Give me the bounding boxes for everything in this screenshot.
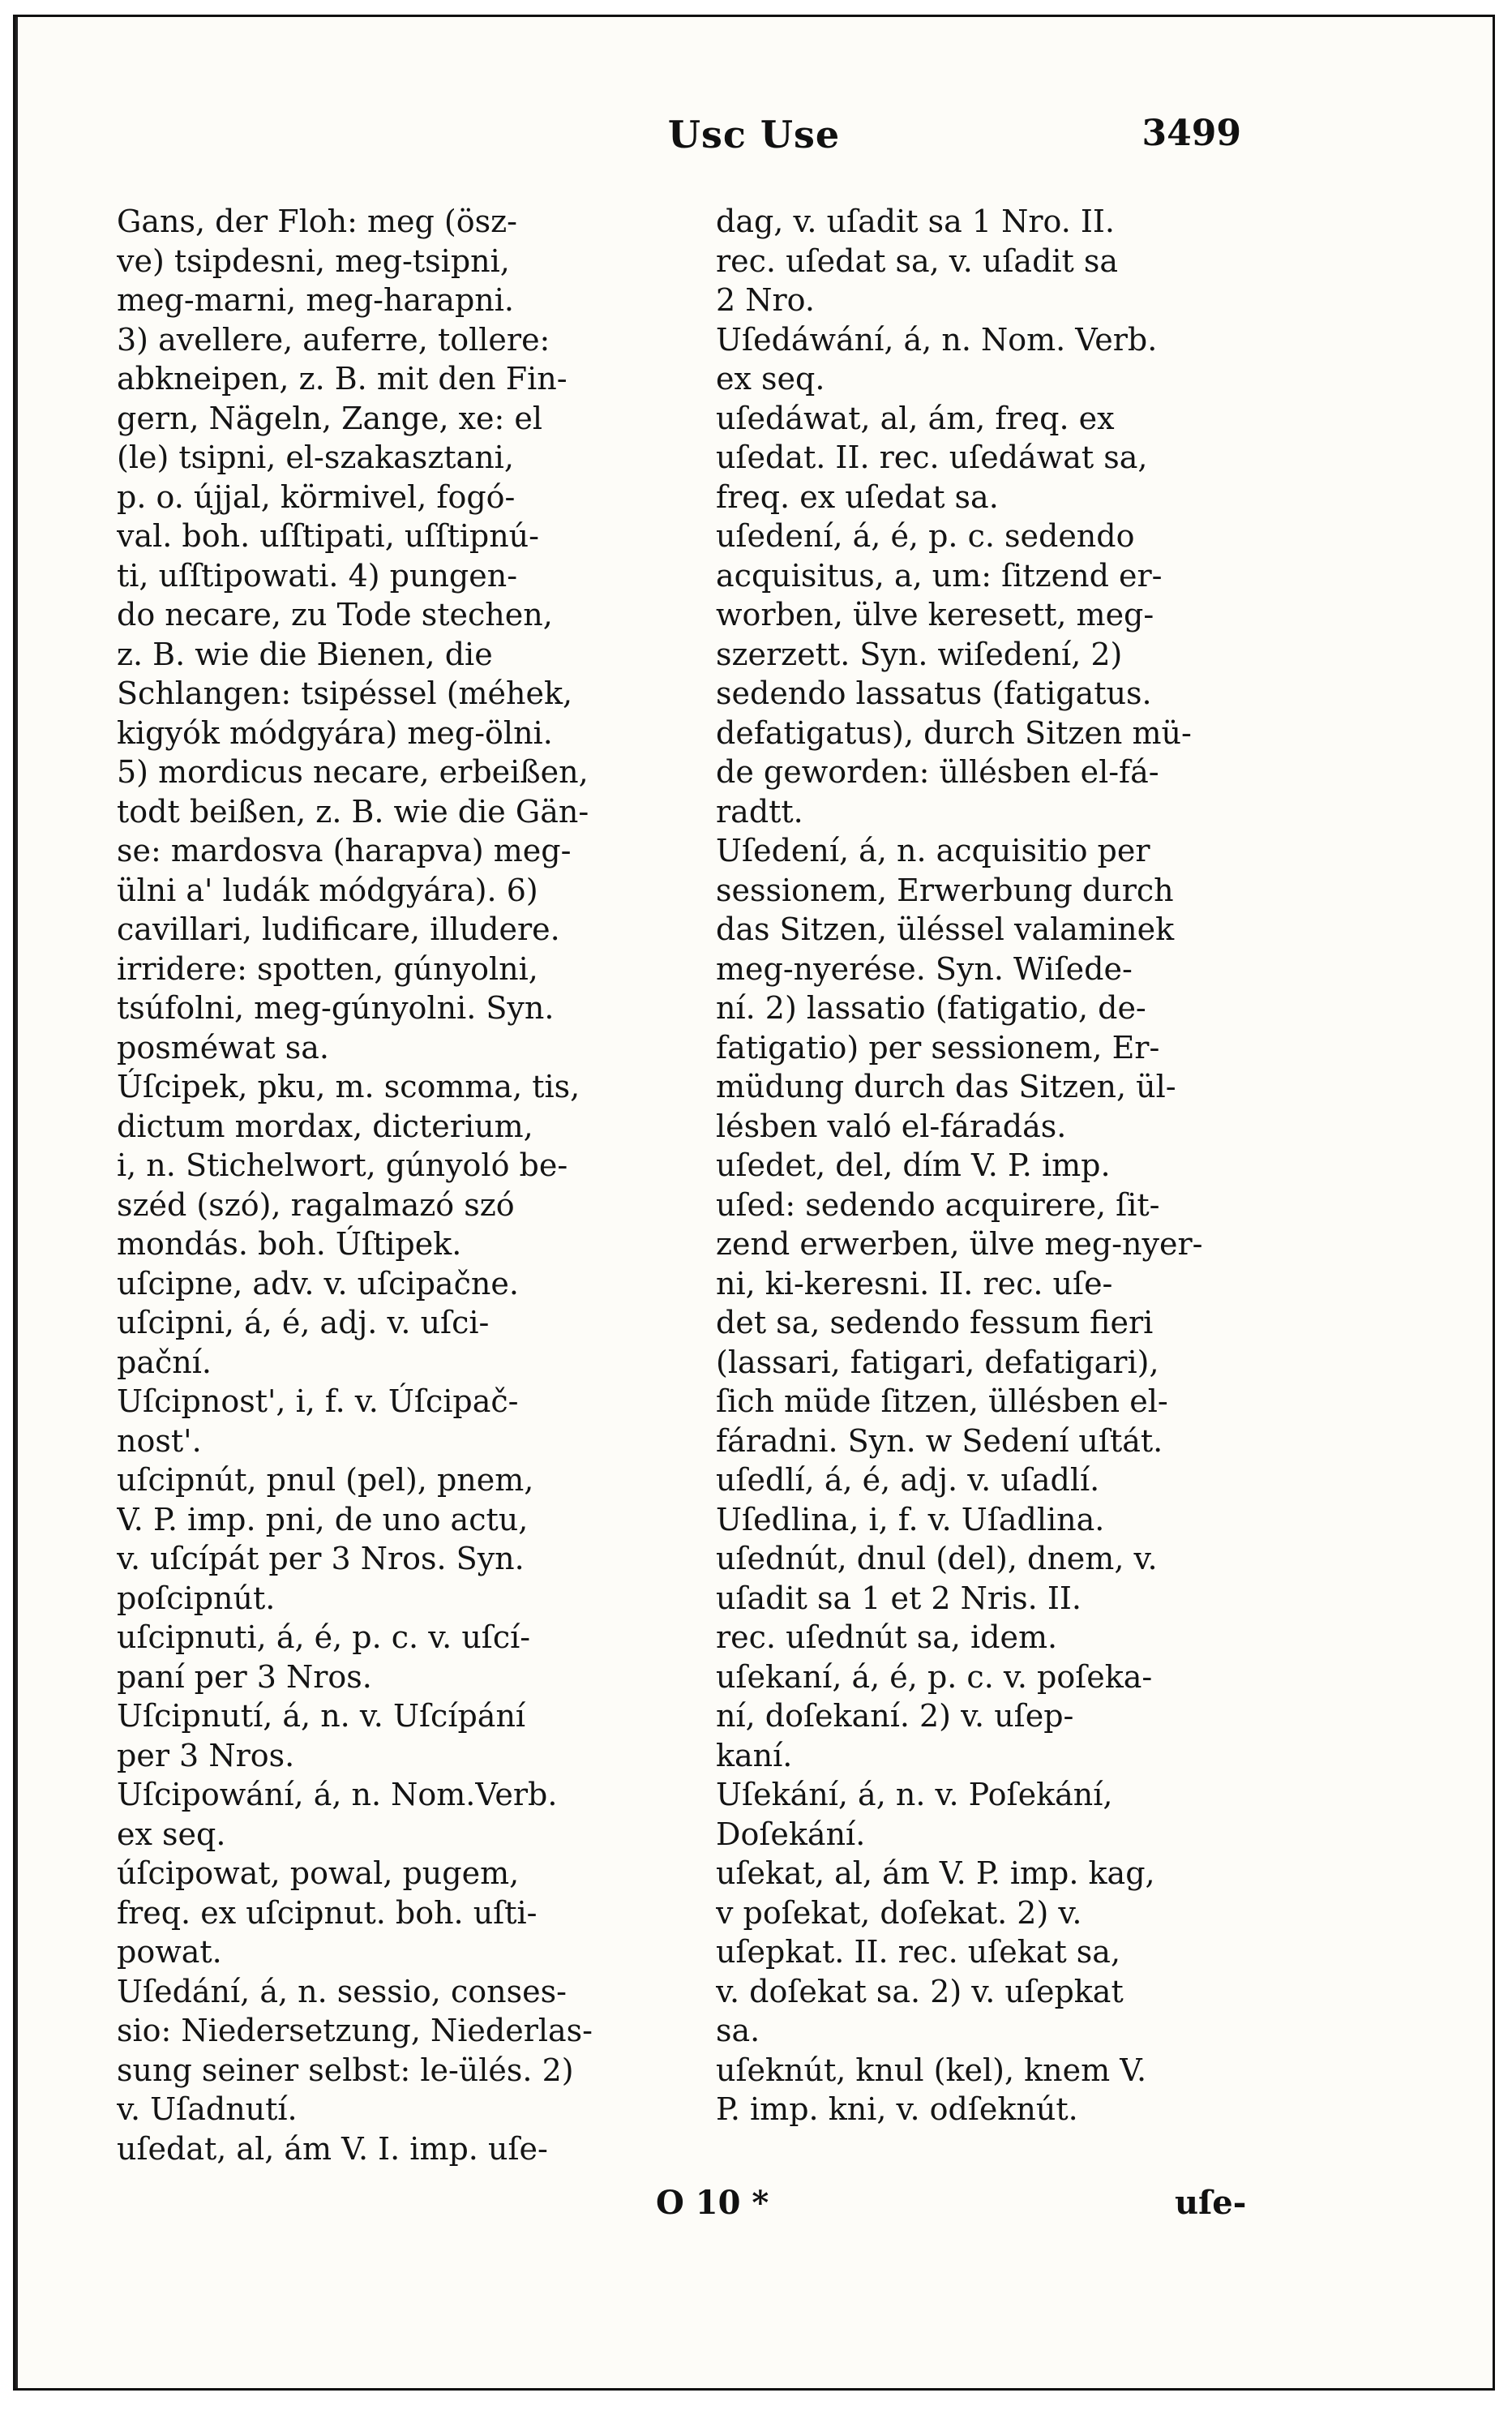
text-line: dag, v. uſadit sa 1 Nro. II.	[716, 204, 1115, 239]
text-line: ti, uſſtipowati. 4) pungen-	[117, 557, 518, 594]
page-footer	[15, 2184, 1493, 2232]
text-line: freq. ex uſedat sa.	[716, 478, 999, 515]
text-line: ní. 2) lassatio (fatigatio, de-	[716, 990, 1146, 1026]
text-line: uſed: sedendo acquirere, ſit-	[716, 1186, 1160, 1223]
text-line: gern, Nägeln, Zange, xe: el	[117, 400, 543, 436]
text-line: sessionem, Erwerbung durch	[716, 872, 1174, 908]
text-line: worben, ülve keresett, meg-	[716, 597, 1154, 633]
text-line: Úſcipek, pku, m. scomma, tis,	[117, 1069, 580, 1104]
text-line: ex seq.	[117, 1816, 226, 1852]
text-line: poſcipnút.	[117, 1580, 276, 1616]
text-line: 2 Nro.	[716, 282, 815, 318]
text-line: Uſcipnost', i, f. v. Úſcipač-	[117, 1383, 519, 1419]
text-line: ní, doſekaní. 2) v. uſep-	[716, 1698, 1074, 1734]
text-line: Schlangen: tsipéssel (méhek,	[117, 675, 573, 711]
text-line: zend erwerben, ülve meg-nyer-	[716, 1226, 1203, 1262]
signature-mark: O 10 *	[656, 2184, 769, 2222]
text-line: v. doſekat sa. 2) v. uſepkat	[716, 1973, 1124, 2009]
text-line: Uſedání, á, n. sessio, conses-	[117, 1973, 567, 2009]
text-line: v. uſcípát per 3 Nros. Syn.	[117, 1541, 525, 1576]
text-line: val. boh. uſſtipati, uſſtipnú-	[117, 518, 539, 554]
text-line: Uſcipowání, á, n. Nom.Verb.	[117, 1777, 558, 1812]
page-header	[15, 113, 1493, 161]
text-line: kaní.	[716, 1737, 793, 1773]
text-line: ex seq.	[716, 361, 825, 397]
text-line: Uſcipnutí, á, n. v. Uſcípání	[117, 1698, 526, 1734]
text-line: todt beißen, z. B. wie die Gän-	[117, 793, 589, 830]
text-line: uſednút, dnul (del), dnem, v.	[716, 1541, 1158, 1576]
text-line: V. P. imp. pni, de uno actu,	[117, 1501, 529, 1537]
text-line: sa.	[716, 2013, 760, 2048]
text-line: fáradni. Syn. w Sedení uſtát.	[716, 1422, 1163, 1459]
text-line: uſekaní, á, é, p. c. v. poſeka-	[716, 1658, 1153, 1695]
text-line: sung seiner selbst: le-ülés. 2)	[117, 2052, 574, 2088]
text-line: posméwat sa.	[117, 1029, 329, 1066]
text-line: das Sitzen, üléssel valaminek	[716, 911, 1175, 947]
text-line: ülni a' ludák módgyára). 6)	[117, 872, 538, 908]
text-line: ni, ki-keresni. II. rec. uſe-	[716, 1265, 1113, 1301]
text-line: nost'.	[117, 1422, 202, 1459]
text-line: (lassari, fatigari, defatigari),	[716, 1344, 1159, 1380]
text-line: Uſedáwání, á, n. Nom. Verb.	[716, 321, 1158, 358]
text-line: kigyók módgyára) meg-ölni.	[117, 714, 553, 751]
text-line: szerzett. Syn. wiſedení, 2)	[716, 636, 1123, 672]
text-line: (le) tsipni, el-szakasztani,	[117, 440, 514, 475]
text-line: uſedat, al, ám V. I. imp. uſe-	[117, 2130, 548, 2167]
text-line: uſcipni, á, é, adj. v. uſci-	[117, 1305, 490, 1340]
text-line: ſich müde ſitzen, üllésben el-	[716, 1383, 1168, 1419]
text-line: uſcipnút, pnul (pel), pnem,	[117, 1462, 534, 1498]
text-line: tsúfolni, meg-gúnyolni. Syn.	[117, 990, 555, 1026]
text-line: fatigatio) per sessionem, Er-	[716, 1029, 1160, 1066]
dictionary-page	[13, 15, 1495, 2391]
text-line: paní per 3 Nros.	[117, 1658, 372, 1695]
text-line: freq. ex uſcipnut. boh. uſti-	[117, 1894, 538, 1931]
text-line: rec. uſedat sa, v. uſadit sa	[716, 242, 1119, 279]
text-line: defatigatus), durch Sitzen mü-	[716, 714, 1192, 751]
text-line: müdung durch das Sitzen, ül-	[716, 1069, 1176, 1104]
text-line: uſadit sa 1 et 2 Nris. II.	[716, 1580, 1082, 1616]
text-line: 3) avellere, auferre, tollere:	[117, 321, 550, 358]
text-line: do necare, zu Tode stechen,	[117, 597, 553, 633]
text-line: per 3 Nros.	[117, 1737, 295, 1773]
text-line: meg-marni, meg-harapni.	[117, 282, 514, 318]
text-line: ve) tsipdesni, meg-tsipni,	[117, 242, 510, 279]
text-line: meg-nyerése. Syn. Wiſede-	[716, 950, 1133, 987]
text-line: pační.	[117, 1344, 212, 1380]
text-line: se: mardosva (harapva) meg-	[117, 833, 572, 868]
page-edge-shadow	[15, 17, 18, 2388]
text-line: P. imp. kni, v. odſeknút.	[716, 2091, 1078, 2127]
text-line: abkneipen, z. B. mit den Fin-	[117, 361, 568, 397]
text-line: uſcipnuti, á, é, p. c. v. uſcí-	[117, 1619, 531, 1655]
text-line: uſedení, á, é, p. c. sedendo	[716, 518, 1135, 554]
text-line: acquisitus, a, um: ſitzend er-	[716, 557, 1163, 594]
text-line: i, n. Stichelwort, gúnyoló be-	[117, 1147, 568, 1183]
text-line: széd (szó), ragalmazó szó	[117, 1186, 515, 1223]
text-line: v poſekat, doſekat. 2) v.	[716, 1894, 1082, 1931]
text-line: mondás. boh. Úſtipek.	[117, 1226, 462, 1262]
text-line: radtt.	[716, 793, 803, 830]
text-line: uſedet, del, dím V. P. imp.	[716, 1147, 1111, 1183]
text-line: Uſedlina, i, f. v. Uſadlina.	[716, 1501, 1105, 1537]
text-line: uſedáwat, al, ám, freq. ex	[716, 400, 1115, 436]
text-line: v. Uſadnutí.	[117, 2091, 298, 2127]
text-line: uſeknút, knul (kel), knem V.	[716, 2052, 1147, 2088]
text-line: lésben való el-fáradás.	[716, 1108, 1067, 1144]
text-line: uſepkat. II. rec. uſekat sa,	[716, 1934, 1121, 1970]
text-line: powat.	[117, 1934, 222, 1970]
right-column	[716, 202, 1300, 2129]
left-column	[117, 202, 676, 2168]
text-line: úſcipowat, powal, pugem,	[117, 1855, 520, 1891]
page-number: 3499	[1141, 113, 1241, 154]
running-title: Usc Use	[667, 113, 841, 157]
text-line: uſcipne, adv. v. uſcipačne.	[117, 1265, 519, 1301]
text-line: sedendo lassatus (fatigatus.	[716, 675, 1152, 711]
catchword: uſe-	[1175, 2184, 1247, 2222]
text-line: p. o. újjal, körmivel, fogó-	[117, 478, 516, 515]
text-line: rec. uſednút sa, idem.	[716, 1619, 1058, 1655]
text-line: uſedlí, á, é, adj. v. uſadlí.	[716, 1462, 1100, 1498]
text-line: dictum mordax, dicterium,	[117, 1108, 533, 1144]
text-line: sio: Niedersetzung, Niederlas-	[117, 2013, 593, 2048]
text-line: Uſedení, á, n. acquisitio per	[716, 833, 1150, 868]
text-line: cavillari, ludificare, illudere.	[117, 911, 560, 947]
text-line: Gans, der Floh: meg (ösz-	[117, 204, 517, 239]
text-line: uſekat, al, ám V. P. imp. kag,	[716, 1855, 1155, 1891]
text-line: uſedat. II. rec. uſedáwat sa,	[716, 440, 1148, 475]
text-line: z. B. wie die Bienen, die	[117, 636, 493, 672]
text-line: de geworden: üllésben el-fá-	[716, 754, 1159, 790]
text-line: Uſekání, á, n. v. Poſekání,	[716, 1777, 1113, 1812]
text-line: det sa, sedendo fessum fieri	[716, 1305, 1154, 1340]
text-line: 5) mordicus necare, erbeißen,	[117, 754, 589, 790]
text-line: irridere: spotten, gúnyolni,	[117, 950, 538, 987]
text-line: Doſekání.	[716, 1816, 866, 1852]
